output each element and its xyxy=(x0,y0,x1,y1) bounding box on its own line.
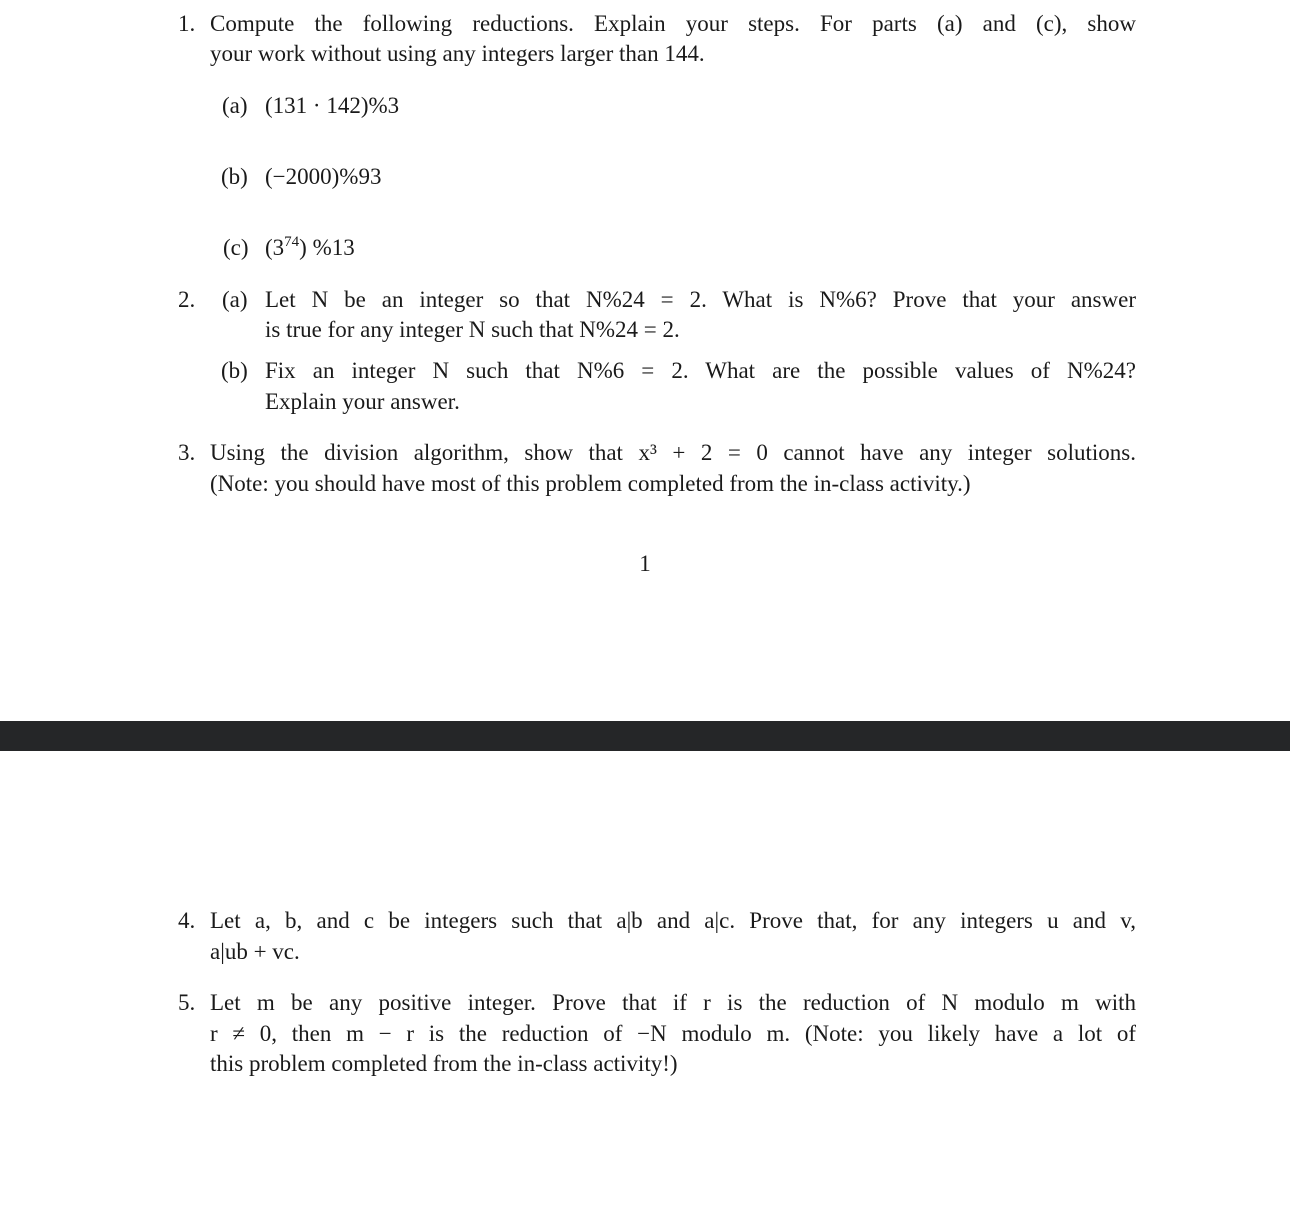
problem-text-line: a|ub + vc. xyxy=(210,939,300,964)
exponent: 74 xyxy=(284,234,300,250)
page-number: 1 xyxy=(639,551,651,576)
part-label: (c) xyxy=(223,235,249,260)
part-label: (b) xyxy=(221,164,248,189)
page-separator xyxy=(0,721,1290,751)
problem-text-line: r ≠ 0, then m − r is the reduction of −N modulo m. (Note: you likely have a lot of xyxy=(210,1021,1136,1046)
part-text-rest: ) %13 xyxy=(299,235,355,260)
problem-number: 3. xyxy=(178,440,196,465)
problem-number: 5. xyxy=(178,990,196,1015)
problem-number: 4. xyxy=(178,908,196,933)
part-text: (131 · 142)%3 xyxy=(265,93,400,118)
part-text-line: Explain your answer. xyxy=(265,389,460,414)
problem-text-line: Let a, b, and c be integers such that a|b and a|c. Prove that, for any integers u and v, xyxy=(210,908,1136,933)
part-text-line: is true for any integer N such that N%24 = 2. xyxy=(265,317,680,342)
problem-number: 1. xyxy=(178,11,196,36)
part-label: (a) xyxy=(222,93,248,118)
part-text-line: Let N be an integer so that N%24 = 2. What is N%6? Prove that your answer xyxy=(265,287,1136,312)
problem-text-line: Compute the following reductions. Explain your steps. For parts (a) and (c), show xyxy=(210,11,1136,36)
problem-text-line: your work without using any integers larger than 144. xyxy=(210,41,705,66)
part-text-base: (3 xyxy=(265,235,285,260)
problem-text-line: Let m be any positive integer. Prove that if r is the reduction of N modulo m with xyxy=(210,990,1136,1015)
problem-number: 2. xyxy=(178,287,196,312)
document-page-2 xyxy=(0,751,1290,1218)
part-text xyxy=(265,233,355,263)
problem-text-line: Using the division algorithm, show that x³ + 2 = 0 cannot have any integer solutions. xyxy=(210,440,1136,465)
part-label: (a) xyxy=(222,287,248,312)
part-text-line: Fix an integer N such that N%6 = 2. What are the possible values of N%24? xyxy=(265,358,1136,383)
part-text: (−2000)%93 xyxy=(265,164,382,189)
problem-text-line: (Note: you should have most of this problem completed from the in-class activity.) xyxy=(210,471,971,496)
problem-text-line: this problem completed from the in-class activity!) xyxy=(210,1051,678,1076)
part-label: (b) xyxy=(221,358,248,383)
